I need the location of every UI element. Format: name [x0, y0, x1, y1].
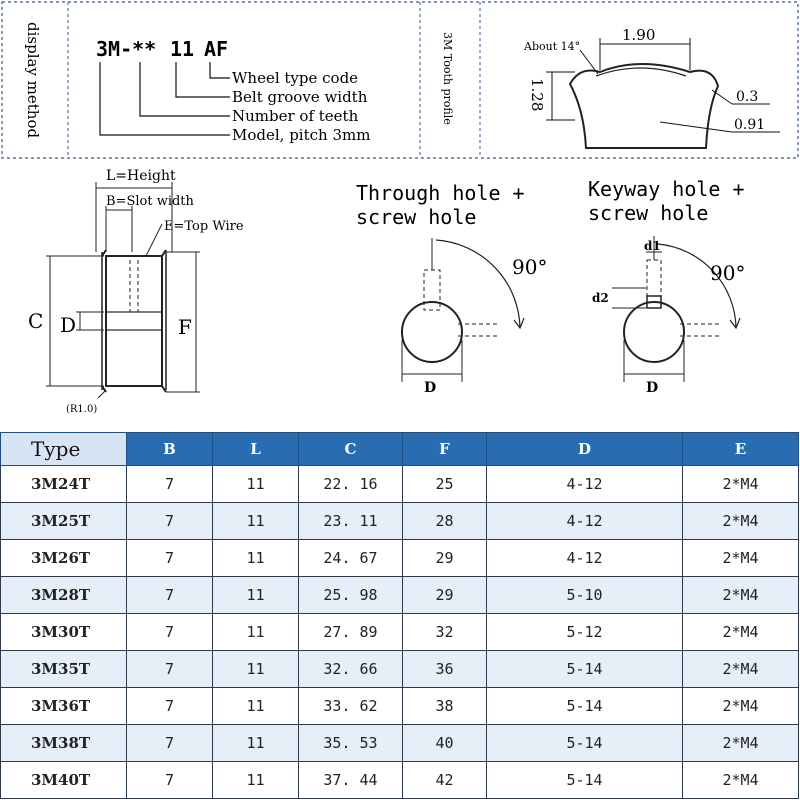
- cell-f: 42: [403, 762, 487, 799]
- cell-d: 4-12: [487, 466, 683, 503]
- through-hole-d-label: D: [424, 380, 437, 396]
- cell-d: 5-14: [487, 725, 683, 762]
- table-row: [1, 651, 799, 688]
- cell-type: 3M35T: [1, 651, 127, 688]
- cell-b: 7: [127, 503, 213, 540]
- cell-c: 37. 44: [299, 762, 403, 799]
- cell-f: 38: [403, 688, 487, 725]
- keyway-d1-label: d1: [644, 239, 661, 253]
- cell-c: 22. 16: [299, 466, 403, 503]
- cell-b: 7: [127, 540, 213, 577]
- keyway-d-label: D: [646, 380, 659, 396]
- cell-d: 5-10: [487, 577, 683, 614]
- cell-l: 11: [213, 725, 299, 762]
- cell-c: 24. 67: [299, 540, 403, 577]
- cell-e: 2*M4: [683, 725, 799, 762]
- cell-b: 7: [127, 762, 213, 799]
- cell-l: 11: [213, 614, 299, 651]
- pulley-slot-label: B=Slot width: [106, 194, 194, 209]
- spec-table: [0, 432, 799, 799]
- header-c: C: [299, 433, 403, 466]
- technical-drawings: [0, 160, 800, 430]
- cell-c: 33. 62: [299, 688, 403, 725]
- cell-f: 40: [403, 725, 487, 762]
- keyway-title-1: Keyway hole +: [588, 177, 745, 201]
- cell-type: 3M25T: [1, 503, 127, 540]
- pulley-c-label: C: [28, 309, 44, 333]
- cell-c: 35. 53: [299, 725, 403, 762]
- model-code-type: AF: [204, 37, 229, 61]
- cell-b: 7: [127, 651, 213, 688]
- cell-d: 4-12: [487, 503, 683, 540]
- tooth-angle-value: About 14°: [524, 40, 581, 53]
- cell-f: 29: [403, 540, 487, 577]
- legend-line-model: Model, pitch 3mm: [232, 126, 371, 144]
- cell-l: 11: [213, 540, 299, 577]
- keyway-hole-drawing: [612, 236, 740, 382]
- table-row: [1, 725, 799, 762]
- keyway-title-2: screw hole: [588, 201, 709, 225]
- cell-b: 7: [127, 688, 213, 725]
- cell-l: 11: [213, 466, 299, 503]
- header-f: F: [403, 433, 487, 466]
- header-type: Type: [1, 433, 127, 466]
- cell-l: 11: [213, 688, 299, 725]
- header-b: B: [127, 433, 213, 466]
- tooth-radius-small: 0.3: [736, 89, 759, 105]
- cell-f: 28: [403, 503, 487, 540]
- cell-d: 5-14: [487, 762, 683, 799]
- cell-f: 32: [403, 614, 487, 651]
- cell-e: 2*M4: [683, 577, 799, 614]
- cell-type: 3M24T: [1, 466, 127, 503]
- table-row: [1, 503, 799, 540]
- cell-c: 32. 66: [299, 651, 403, 688]
- cell-e: 2*M4: [683, 688, 799, 725]
- model-code-width: 11: [170, 37, 195, 61]
- cell-c: 27. 89: [299, 614, 403, 651]
- display-method-label: display method: [24, 22, 42, 139]
- cell-b: 7: [127, 577, 213, 614]
- cell-d: 5-12: [487, 614, 683, 651]
- tooth-profile-side-label: 3M Tooth profile: [441, 32, 454, 125]
- naming-legend-panel: [0, 0, 800, 160]
- header-l: L: [213, 433, 299, 466]
- cell-type: 3M36T: [1, 688, 127, 725]
- cell-type: 3M40T: [1, 762, 127, 799]
- table-row: [1, 688, 799, 725]
- through-hole-title-2: screw hole: [356, 205, 477, 229]
- table-row: [1, 762, 799, 799]
- table-row: [1, 466, 799, 503]
- cell-l: 11: [213, 503, 299, 540]
- through-hole-angle: 90°: [512, 255, 548, 279]
- cell-f: 25: [403, 466, 487, 503]
- table-row: [1, 577, 799, 614]
- cell-type: 3M26T: [1, 540, 127, 577]
- cell-f: 36: [403, 651, 487, 688]
- tooth-radius-large: 0.91: [734, 117, 766, 133]
- header-e: E: [683, 433, 799, 466]
- header-d: D: [487, 433, 683, 466]
- cell-l: 11: [213, 762, 299, 799]
- table-row: [1, 614, 799, 651]
- cell-f: 29: [403, 577, 487, 614]
- cell-e: 2*M4: [683, 540, 799, 577]
- table-header-row: [1, 433, 799, 466]
- pulley-fillet-note: (R1.0): [66, 404, 98, 415]
- cell-d: 4-12: [487, 540, 683, 577]
- cell-type: 3M28T: [1, 577, 127, 614]
- through-hole-drawing: [402, 238, 524, 382]
- through-hole-title-1: Through hole +: [356, 181, 525, 205]
- cell-b: 7: [127, 614, 213, 651]
- cell-e: 2*M4: [683, 466, 799, 503]
- tooth-width-value: 1.90: [622, 26, 656, 44]
- cell-l: 11: [213, 651, 299, 688]
- cell-type: 3M30T: [1, 614, 127, 651]
- pulley-wire-label: E=Top Wire: [164, 219, 244, 234]
- cell-c: 23. 11: [299, 503, 403, 540]
- cell-b: 7: [127, 725, 213, 762]
- cell-b: 7: [127, 466, 213, 503]
- model-code-series: 3M-**: [96, 37, 157, 61]
- keyway-angle: 90°: [710, 261, 746, 285]
- pulley-side-drawing: [46, 182, 200, 398]
- keyway-d2-label: d2: [592, 291, 609, 305]
- cell-e: 2*M4: [683, 503, 799, 540]
- pulley-height-label: L=Height: [106, 168, 176, 184]
- cell-e: 2*M4: [683, 762, 799, 799]
- cell-c: 25. 98: [299, 577, 403, 614]
- legend-line-teeth: Number of teeth: [232, 107, 359, 125]
- cell-d: 5-14: [487, 688, 683, 725]
- tooth-profile-drawing: [523, 26, 780, 148]
- pulley-d-label: D: [60, 313, 77, 337]
- cell-l: 11: [213, 577, 299, 614]
- cell-type: 3M38T: [1, 725, 127, 762]
- legend-line-wheel-type: Wheel type code: [232, 69, 359, 87]
- legend-line-groove-width: Belt groove width: [232, 88, 368, 106]
- cell-e: 2*M4: [683, 614, 799, 651]
- cell-e: 2*M4: [683, 651, 799, 688]
- table-row: [1, 540, 799, 577]
- tooth-height-value: 1.28: [528, 78, 546, 112]
- cell-d: 5-14: [487, 651, 683, 688]
- pulley-f-label: F: [178, 315, 192, 339]
